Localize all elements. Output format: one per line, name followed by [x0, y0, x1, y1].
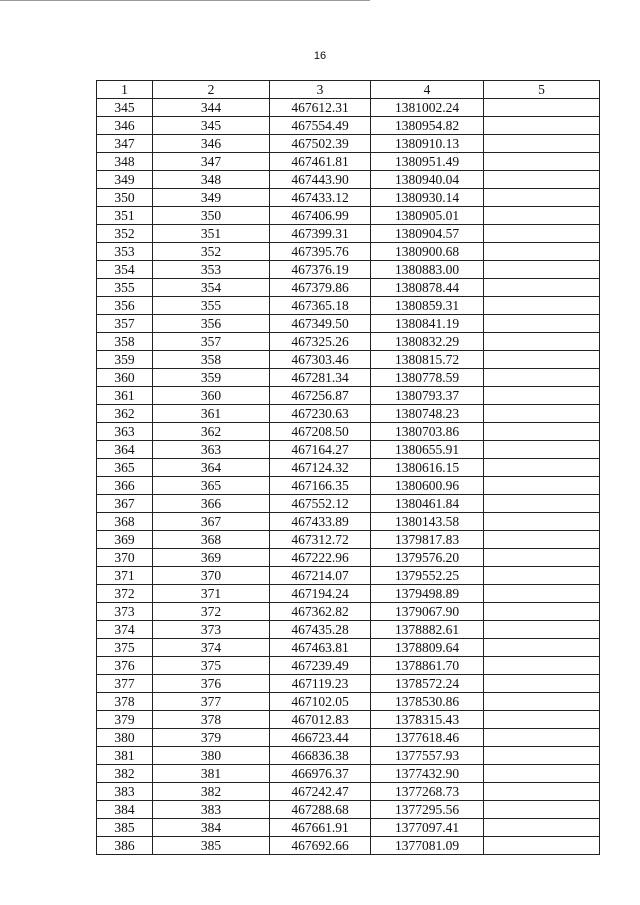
table-cell: 356 — [97, 297, 153, 315]
table-cell: 1380883.00 — [371, 261, 484, 279]
table-cell: 467119.23 — [270, 675, 371, 693]
table-cell: 348 — [153, 171, 270, 189]
table-body — [97, 99, 600, 855]
table-cell: 467194.24 — [270, 585, 371, 603]
table-cell: 467365.18 — [270, 297, 371, 315]
table-cell: 467692.66 — [270, 837, 371, 855]
table-cell: 1377268.73 — [371, 783, 484, 801]
table-cell: 1380841.19 — [371, 315, 484, 333]
table-cell: 350 — [97, 189, 153, 207]
table-cell: 1380703.86 — [371, 423, 484, 441]
table-cell: 1377618.46 — [371, 729, 484, 747]
table-cell: 467124.32 — [270, 459, 371, 477]
coordinates-table — [96, 80, 600, 855]
table-row — [97, 549, 600, 567]
table-cell — [484, 351, 600, 369]
table-cell: 377 — [97, 675, 153, 693]
table-row — [97, 585, 600, 603]
table-row — [97, 819, 600, 837]
column-header: 3 — [270, 81, 371, 99]
table-cell — [484, 459, 600, 477]
table-cell: 372 — [153, 603, 270, 621]
table-cell: 1380143.58 — [371, 513, 484, 531]
table-cell — [484, 153, 600, 171]
table-cell: 373 — [97, 603, 153, 621]
table-cell: 1380793.37 — [371, 387, 484, 405]
table-cell: 467362.82 — [270, 603, 371, 621]
table-cell: 357 — [97, 315, 153, 333]
table-cell — [484, 387, 600, 405]
table-cell: 349 — [153, 189, 270, 207]
table-cell: 382 — [97, 765, 153, 783]
table-cell — [484, 297, 600, 315]
table-cell — [484, 279, 600, 297]
table-row — [97, 297, 600, 315]
table-row — [97, 261, 600, 279]
table-cell: 1377081.09 — [371, 837, 484, 855]
table-cell: 467435.28 — [270, 621, 371, 639]
table-cell — [484, 711, 600, 729]
table-cell — [484, 315, 600, 333]
scan-edge-line — [0, 0, 370, 1]
table-row — [97, 189, 600, 207]
table-row — [97, 693, 600, 711]
table-cell: 359 — [97, 351, 153, 369]
table-cell: 467166.35 — [270, 477, 371, 495]
table-cell: 1380600.96 — [371, 477, 484, 495]
table-cell: 345 — [97, 99, 153, 117]
table-cell: 1380940.04 — [371, 171, 484, 189]
table-cell: 466723.44 — [270, 729, 371, 747]
table-cell: 467102.05 — [270, 693, 371, 711]
table-header-row — [97, 81, 600, 99]
table-row — [97, 351, 600, 369]
table-cell: 1379552.25 — [371, 567, 484, 585]
table-cell: 375 — [153, 657, 270, 675]
table-cell: 378 — [97, 693, 153, 711]
table-cell: 371 — [153, 585, 270, 603]
table-cell — [484, 531, 600, 549]
table-cell: 368 — [153, 531, 270, 549]
table-row — [97, 423, 600, 441]
table-cell: 359 — [153, 369, 270, 387]
table-cell: 1380954.82 — [371, 117, 484, 135]
table-cell: 358 — [97, 333, 153, 351]
table-row — [97, 153, 600, 171]
table-cell: 467399.31 — [270, 225, 371, 243]
table-cell: 355 — [153, 297, 270, 315]
table-cell: 364 — [97, 441, 153, 459]
table-row — [97, 99, 600, 117]
table-cell: 365 — [153, 477, 270, 495]
table-cell: 467242.47 — [270, 783, 371, 801]
table-row — [97, 711, 600, 729]
table-cell: 467461.81 — [270, 153, 371, 171]
table-row — [97, 387, 600, 405]
table-cell: 380 — [97, 729, 153, 747]
table-cell: 376 — [153, 675, 270, 693]
table-cell: 1378882.61 — [371, 621, 484, 639]
table-cell: 352 — [153, 243, 270, 261]
table-cell: 372 — [97, 585, 153, 603]
table-cell: 382 — [153, 783, 270, 801]
table-cell: 467281.34 — [270, 369, 371, 387]
table-cell: 1378809.64 — [371, 639, 484, 657]
table-cell: 1380616.15 — [371, 459, 484, 477]
table-cell — [484, 225, 600, 243]
table-row — [97, 765, 600, 783]
table-cell: 361 — [153, 405, 270, 423]
table-cell: 467443.90 — [270, 171, 371, 189]
table-cell: 467230.63 — [270, 405, 371, 423]
table-cell — [484, 819, 600, 837]
table-cell: 371 — [97, 567, 153, 585]
table-cell: 1380910.13 — [371, 135, 484, 153]
table-cell: 467433.89 — [270, 513, 371, 531]
column-header: 1 — [97, 81, 153, 99]
table-cell — [484, 369, 600, 387]
table-cell — [484, 639, 600, 657]
table-row — [97, 531, 600, 549]
table-cell — [484, 405, 600, 423]
table-cell: 355 — [97, 279, 153, 297]
table-cell: 1377432.90 — [371, 765, 484, 783]
table-cell: 1378572.24 — [371, 675, 484, 693]
table-cell: 1380461.84 — [371, 495, 484, 513]
table-cell: 1380930.14 — [371, 189, 484, 207]
table-cell: 351 — [153, 225, 270, 243]
table-row — [97, 513, 600, 531]
table-cell: 346 — [153, 135, 270, 153]
table-cell: 467012.83 — [270, 711, 371, 729]
table-cell: 1380905.01 — [371, 207, 484, 225]
table-cell: 1378530.86 — [371, 693, 484, 711]
table-cell — [484, 477, 600, 495]
table-cell: 1380859.31 — [371, 297, 484, 315]
table-cell: 369 — [153, 549, 270, 567]
table-cell: 467312.72 — [270, 531, 371, 549]
table-cell: 467288.68 — [270, 801, 371, 819]
table-row — [97, 747, 600, 765]
table-cell: 384 — [97, 801, 153, 819]
table-cell: 466836.38 — [270, 747, 371, 765]
table-cell: 1377557.93 — [371, 747, 484, 765]
table-row — [97, 369, 600, 387]
table-cell: 352 — [97, 225, 153, 243]
page-number: 16 — [313, 50, 327, 62]
table-cell — [484, 675, 600, 693]
table-cell: 377 — [153, 693, 270, 711]
table-cell: 374 — [97, 621, 153, 639]
table-cell: 354 — [153, 279, 270, 297]
table-cell — [484, 207, 600, 225]
table-cell: 350 — [153, 207, 270, 225]
table-cell: 379 — [153, 729, 270, 747]
table-cell: 353 — [97, 243, 153, 261]
table-row — [97, 603, 600, 621]
table-cell: 363 — [153, 441, 270, 459]
table-cell — [484, 747, 600, 765]
table-cell: 368 — [97, 513, 153, 531]
table-row — [97, 405, 600, 423]
table-row — [97, 225, 600, 243]
table-row — [97, 459, 600, 477]
table-cell: 345 — [153, 117, 270, 135]
table-cell: 353 — [153, 261, 270, 279]
table-cell — [484, 693, 600, 711]
table-cell: 358 — [153, 351, 270, 369]
table-cell: 351 — [97, 207, 153, 225]
table-cell: 379 — [97, 711, 153, 729]
table-cell: 381 — [153, 765, 270, 783]
table-cell: 1377097.41 — [371, 819, 484, 837]
table-cell: 467395.76 — [270, 243, 371, 261]
table-cell: 1378315.43 — [371, 711, 484, 729]
table-cell: 356 — [153, 315, 270, 333]
table-cell: 366 — [97, 477, 153, 495]
table-cell: 1380904.57 — [371, 225, 484, 243]
column-header: 5 — [484, 81, 600, 99]
table-cell — [484, 495, 600, 513]
table-row — [97, 495, 600, 513]
table-cell: 1380748.23 — [371, 405, 484, 423]
table-cell — [484, 117, 600, 135]
table-cell — [484, 765, 600, 783]
table-cell: 346 — [97, 117, 153, 135]
table-cell: 362 — [153, 423, 270, 441]
table-row — [97, 171, 600, 189]
table-row — [97, 207, 600, 225]
table-row — [97, 135, 600, 153]
table-cell: 1379498.89 — [371, 585, 484, 603]
table-cell: 1379576.20 — [371, 549, 484, 567]
table-cell: 1380832.29 — [371, 333, 484, 351]
table-row — [97, 117, 600, 135]
table-cell — [484, 441, 600, 459]
table-row — [97, 567, 600, 585]
table-cell: 467256.87 — [270, 387, 371, 405]
table-cell: 467303.46 — [270, 351, 371, 369]
table-cell: 365 — [97, 459, 153, 477]
table-cell: 467661.91 — [270, 819, 371, 837]
table-row — [97, 315, 600, 333]
table-cell: 374 — [153, 639, 270, 657]
table-cell: 467208.50 — [270, 423, 371, 441]
table-cell: 383 — [153, 801, 270, 819]
table-row — [97, 657, 600, 675]
table-cell: 361 — [97, 387, 153, 405]
table-cell — [484, 549, 600, 567]
table-cell: 364 — [153, 459, 270, 477]
table-cell: 1379067.90 — [371, 603, 484, 621]
table-row — [97, 621, 600, 639]
table-cell: 467406.99 — [270, 207, 371, 225]
table-row — [97, 837, 600, 855]
table-cell: 467379.86 — [270, 279, 371, 297]
table-cell: 1380655.91 — [371, 441, 484, 459]
table-cell: 467554.49 — [270, 117, 371, 135]
table-cell: 1380778.59 — [371, 369, 484, 387]
table-cell: 370 — [97, 549, 153, 567]
table-cell: 381 — [97, 747, 153, 765]
table-cell: 375 — [97, 639, 153, 657]
table-cell — [484, 603, 600, 621]
table-cell: 367 — [97, 495, 153, 513]
table-cell — [484, 171, 600, 189]
table-row — [97, 243, 600, 261]
table-cell: 348 — [97, 153, 153, 171]
table-cell: 380 — [153, 747, 270, 765]
table-cell: 385 — [97, 819, 153, 837]
table-row — [97, 639, 600, 657]
table-cell: 378 — [153, 711, 270, 729]
table-cell: 366 — [153, 495, 270, 513]
table-row — [97, 783, 600, 801]
table-cell — [484, 261, 600, 279]
table-cell: 357 — [153, 333, 270, 351]
table-cell: 384 — [153, 819, 270, 837]
column-header: 2 — [153, 81, 270, 99]
column-header: 4 — [371, 81, 484, 99]
table-cell — [484, 567, 600, 585]
table-cell: 360 — [97, 369, 153, 387]
table-cell: 354 — [97, 261, 153, 279]
table-cell: 467502.39 — [270, 135, 371, 153]
table-cell — [484, 585, 600, 603]
table-cell — [484, 333, 600, 351]
table-cell: 1381002.24 — [371, 99, 484, 117]
table-row — [97, 729, 600, 747]
table-cell — [484, 243, 600, 261]
table-cell: 467214.07 — [270, 567, 371, 585]
table-cell — [484, 99, 600, 117]
table-cell: 467433.12 — [270, 189, 371, 207]
table-row — [97, 279, 600, 297]
table-cell — [484, 801, 600, 819]
table-row — [97, 801, 600, 819]
table-cell: 467222.96 — [270, 549, 371, 567]
table-cell: 367 — [153, 513, 270, 531]
table-cell: 385 — [153, 837, 270, 855]
table-cell: 467612.31 — [270, 99, 371, 117]
table-cell: 467463.81 — [270, 639, 371, 657]
table-cell: 1380878.44 — [371, 279, 484, 297]
table-cell: 362 — [97, 405, 153, 423]
table-cell: 349 — [97, 171, 153, 189]
table-cell: 1377295.56 — [371, 801, 484, 819]
table-cell: 466976.37 — [270, 765, 371, 783]
table-cell: 383 — [97, 783, 153, 801]
table-row — [97, 441, 600, 459]
table-cell: 344 — [153, 99, 270, 117]
table-cell: 1380900.68 — [371, 243, 484, 261]
table-cell: 1379817.83 — [371, 531, 484, 549]
table-cell: 1380951.49 — [371, 153, 484, 171]
table-cell: 386 — [97, 837, 153, 855]
table-cell — [484, 189, 600, 207]
table-cell: 467349.50 — [270, 315, 371, 333]
table-cell: 347 — [153, 153, 270, 171]
table-cell — [484, 621, 600, 639]
table-cell — [484, 783, 600, 801]
table-cell — [484, 729, 600, 747]
table-cell: 467239.49 — [270, 657, 371, 675]
table-cell: 1378861.70 — [371, 657, 484, 675]
table-cell: 467552.12 — [270, 495, 371, 513]
table-row — [97, 477, 600, 495]
table-cell: 360 — [153, 387, 270, 405]
table-cell: 373 — [153, 621, 270, 639]
table-row — [97, 675, 600, 693]
table-row — [97, 333, 600, 351]
table-cell: 370 — [153, 567, 270, 585]
table-cell — [484, 513, 600, 531]
table-cell: 347 — [97, 135, 153, 153]
table-cell: 467376.19 — [270, 261, 371, 279]
table-cell — [484, 423, 600, 441]
table-cell — [484, 657, 600, 675]
table-cell: 363 — [97, 423, 153, 441]
table-cell: 376 — [97, 657, 153, 675]
table-cell — [484, 837, 600, 855]
table-cell: 369 — [97, 531, 153, 549]
table-cell — [484, 135, 600, 153]
table-cell: 1380815.72 — [371, 351, 484, 369]
table-cell: 467164.27 — [270, 441, 371, 459]
table-cell: 467325.26 — [270, 333, 371, 351]
